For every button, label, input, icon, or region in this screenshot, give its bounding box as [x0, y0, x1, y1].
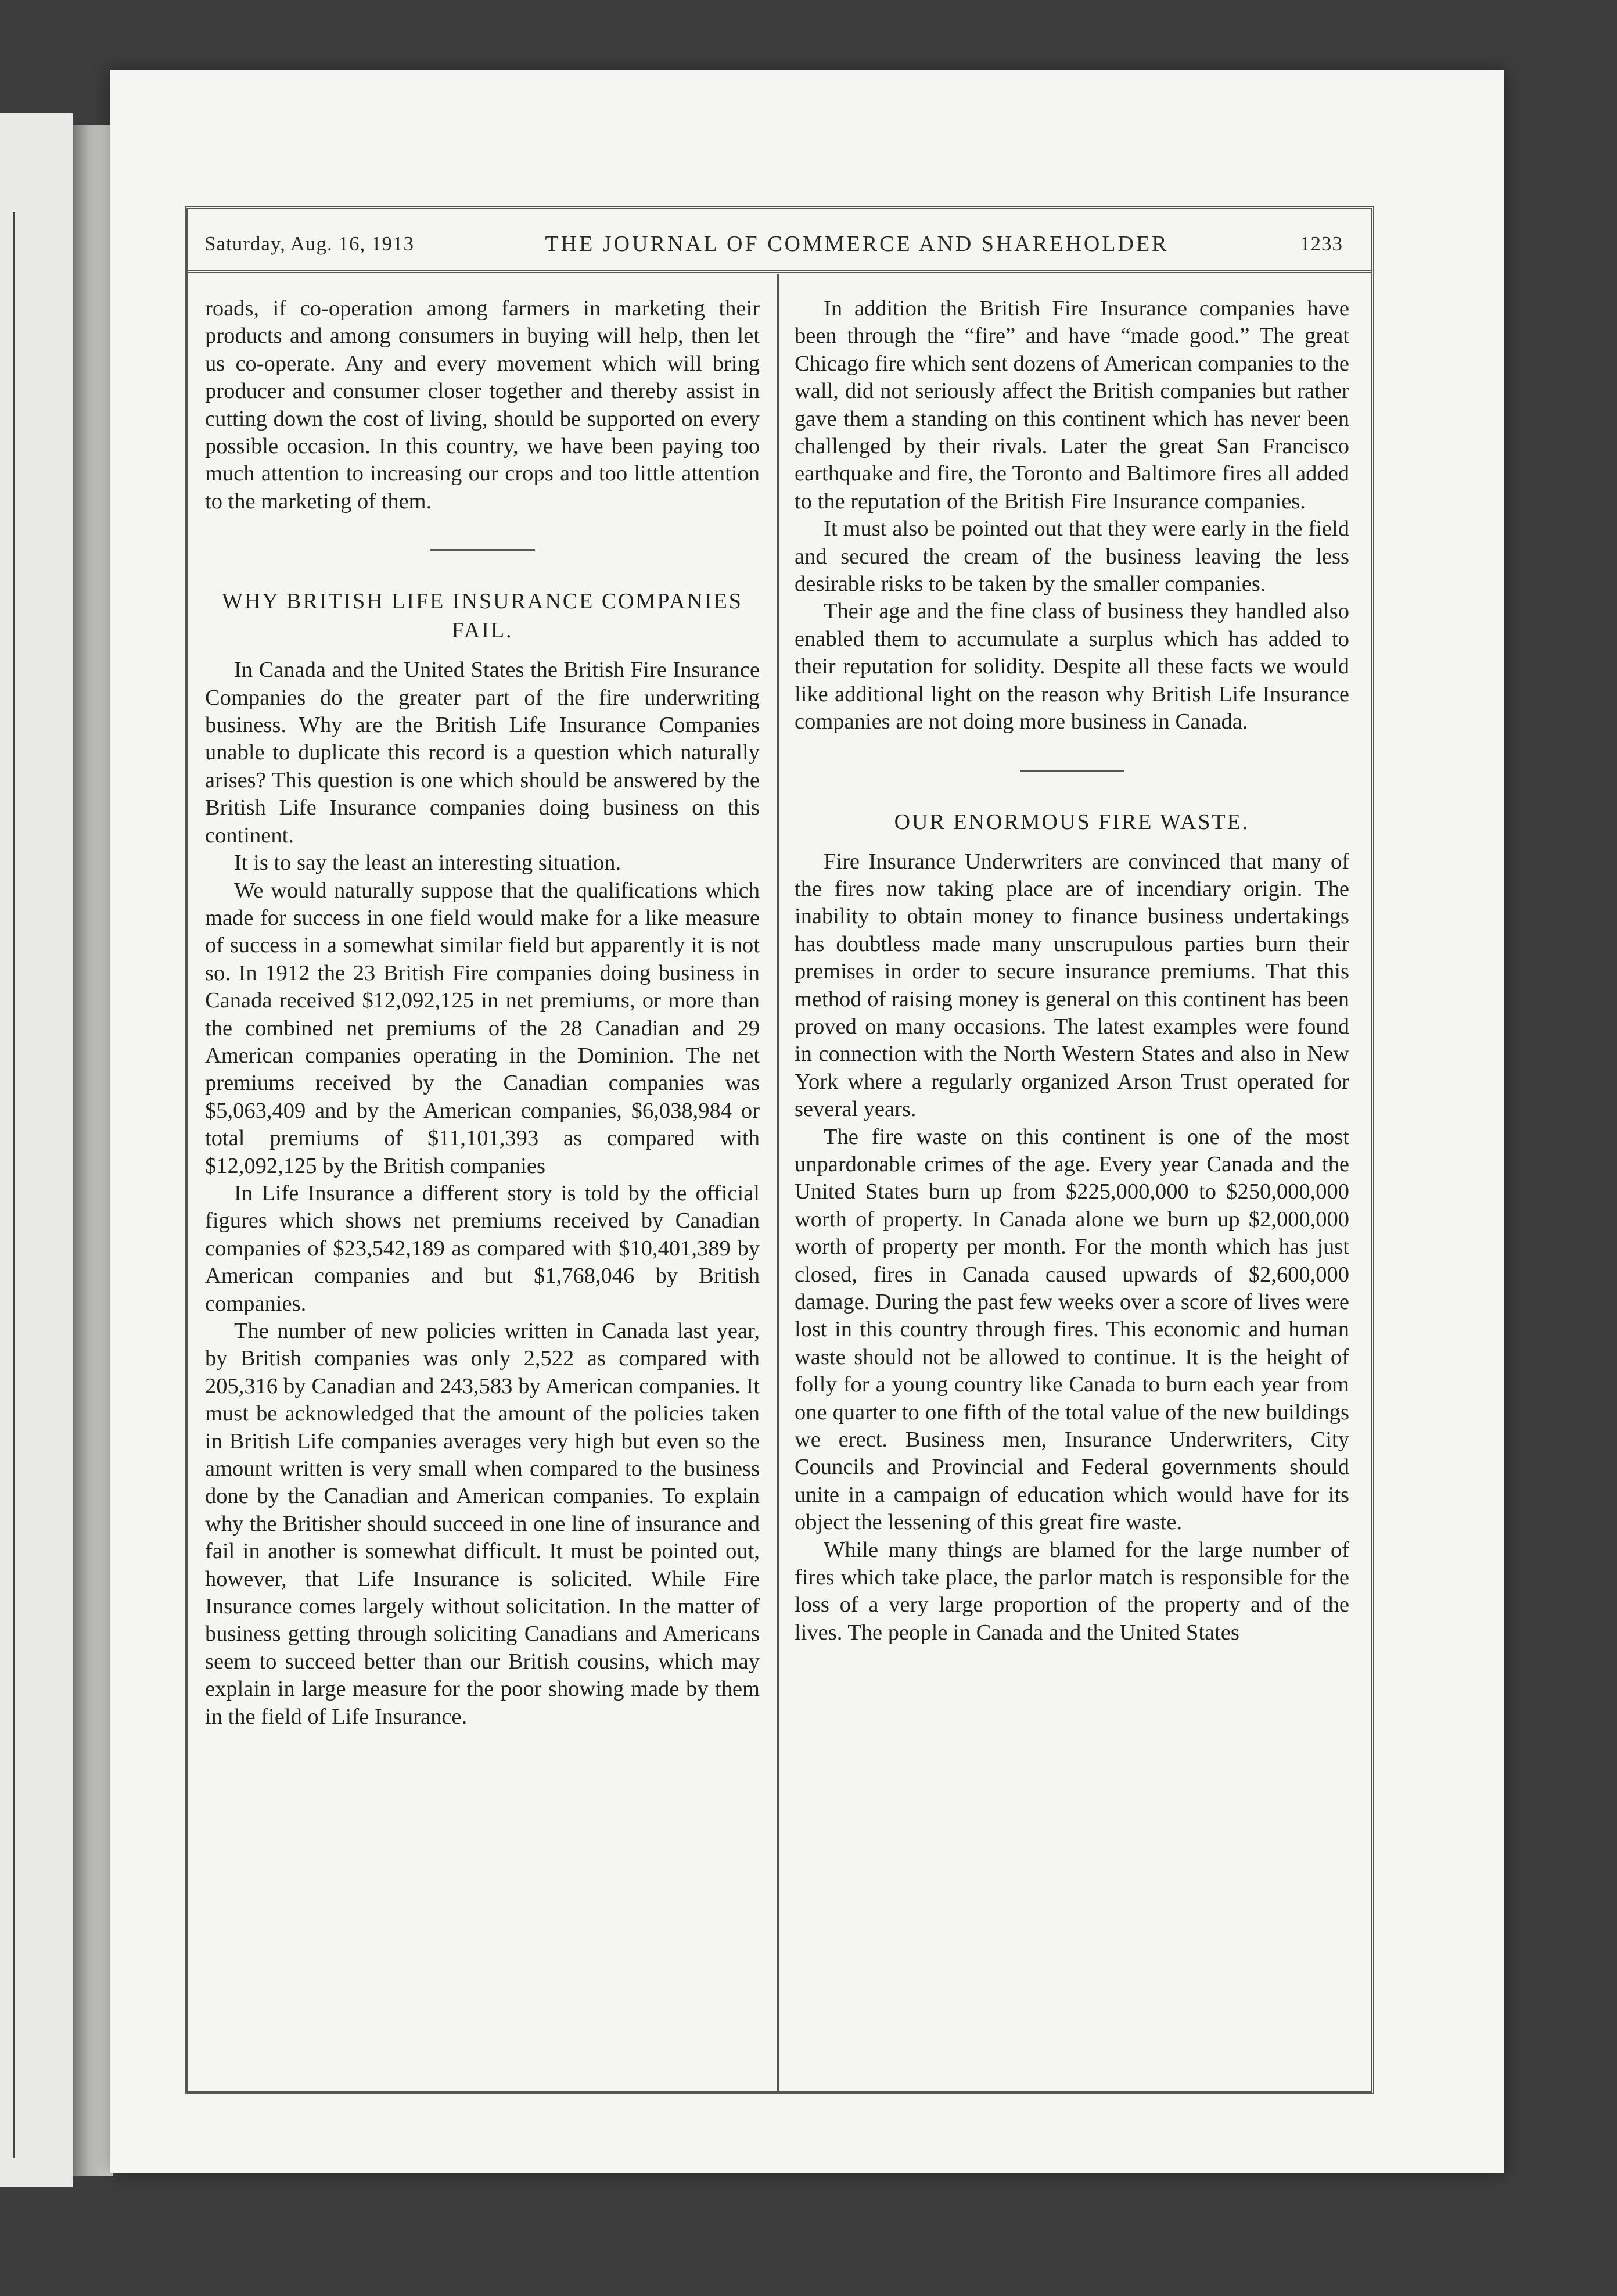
- paragraph: It must also be pointed out that they were early in the field and secured the cream of the business leaving the less desirable risks to be taken by the smaller companies.: [795, 516, 1349, 597]
- paragraph: While many things are blamed for the large number of fires which take place, the parlor match is responsible for the loss of a very large proportion of the property and of the lives. The people in Canada and the United States: [795, 1537, 1349, 1645]
- right-column: [795, 295, 1349, 1646]
- article-heading: OUR ENORMOUS FIRE WASTE.: [894, 809, 1250, 834]
- paragraph: We would naturally suppose that the qualifications which made for success in one field would make for a like measure of success in a somewhat similar field but apparently it is not so. In 1912 the 23 British Fire companies doing business in Canada received $12,092,125 in net premiums, or more than the combined net premiums of the 28 Canadian and 29 American companies operating in the Dominion. The net premiums received by the Canadian companies was $5,063,409 and by the American companies, $6,038,984 or total premiums of $11,101,393 as compared with $12,092,125 by the British companies: [205, 878, 760, 1178]
- paragraph: Fire Insurance Underwriters are convinced that many of the fires now taking place are of incendiary origin. The inability to obtain money to finance business undertakings has doubtless made many unscrupulous parties burn their premises in order to secure insurance premiums. That this method of raising money is general on this continent has been proved on many occasions. The latest examples were found in connection with the North Western States and also in New York where a regularly organized Arson Trust operated for several years.: [795, 849, 1349, 1122]
- header-date: Saturday, Aug. 16, 1913: [204, 232, 414, 255]
- paragraph: It is to say the least an interesting situation.: [234, 851, 621, 876]
- article-heading: WHY BRITISH LIFE INSURANCE COMPANIES FAIL.: [222, 589, 743, 643]
- paragraph: The number of new policies written in Canada last year, by British companies was only 2,522 as compared with 205,316 by Canadian and 243,583 by American companies. It must be acknowledged that the amount of the policies taken in British Life companies averages very high but even so the amount written is very small when compared to the business done by the Canadian and American companies. To explain why the Britisher should succeed in one line of insurance and fail in another is somewhat difficult. It must be pointed out, however, that Life Insurance is solicited. While Fire Insurance comes largely without solicitation. In the matter of business getting through soliciting Canadians and Americans seem to succeed better than our British cousins, which may explain in large measure for the poor showing made by them in the field of Life Insurance.: [205, 1319, 760, 1729]
- paragraph: Their age and the fine class of business they handled also enabled them to accumulate a surplus which has added to their reputation for solidity. Despite all these facts we would like additional light on the reason why British Life Insurance companies are not doing more business in Canada.: [795, 599, 1349, 734]
- header-rule: [187, 270, 1372, 273]
- page-number: 1233: [1300, 232, 1343, 255]
- running-header: [204, 227, 1343, 261]
- left-column: [205, 295, 760, 1731]
- paragraph: In Life Insurance a different story is told by the official figures which shows net premiums received by Canadian companies of $23,542,189 as compared with $10,401,389 by American companies and but $1,768,046 by British companies.: [205, 1181, 760, 1316]
- section-separator: [430, 549, 535, 551]
- column-divider: [777, 274, 779, 2093]
- adjacent-page-edge: [0, 113, 73, 2187]
- paragraph: In addition the British Fire Insurance companies have been through the “fire” and have “made good.” The great Chicago fire which sent dozens of American companies to the wall, did not seriously affect the British companies but rather gave them a standing on this continent which has never been challenged by their rivals. Later the great San Francisco earthquake and fire, the Toronto and Baltimore fires all added to the reputation of the British Fire Insurance companies.: [795, 296, 1349, 514]
- continued-paragraph: roads, if co-operation among farmers in marketing their products and among consumers in buying will help, then let us co-operate. Any and every movement which will bring producer and consumer closer together and thereby assist in cutting down the cost of living, should be supported on every possible occasion. In this country, we have been paying too much attention to increasing our crops and too little attention to the marketing of them.: [205, 296, 760, 514]
- paragraph: The fire waste on this continent is one of the most unpardonable crimes of the age. Every year Canada and the United States burn up from $225,000,000 to $250,000,000 worth of property. In Canada alone we burn up $2,000,000 worth of property per month. For the month which has just closed, fires in Canada caused upwards of $2,600,000 damage. During the past few weeks over a score of lives were lost in this country through fires. This economic and human waste should not be allowed to continue. It is the height of folly for a young country like Canada to burn each year from one quarter to one fifth of the total value of the new buildings we erect. Business men, Insurance Underwriters, City Councils and Provincial and Federal governments should unite in a campaign of education which would have for its object the lessening of this great fire waste.: [795, 1124, 1349, 1535]
- paragraph: In Canada and the United States the British Fire Insurance Companies do the greater part of the fire underwriting business. Why are the British Life Insurance Companies unable to duplicate this record is a question which naturally arises? This question is one which should be answered by the British Life Insurance companies doing business on this continent.: [205, 658, 760, 848]
- book-spine: [73, 125, 113, 2176]
- header-title: THE JOURNAL OF COMMERCE AND SHAREHOLDER: [545, 232, 1169, 256]
- section-separator: [1020, 770, 1124, 772]
- adjacent-page-rule: [0, 212, 15, 2158]
